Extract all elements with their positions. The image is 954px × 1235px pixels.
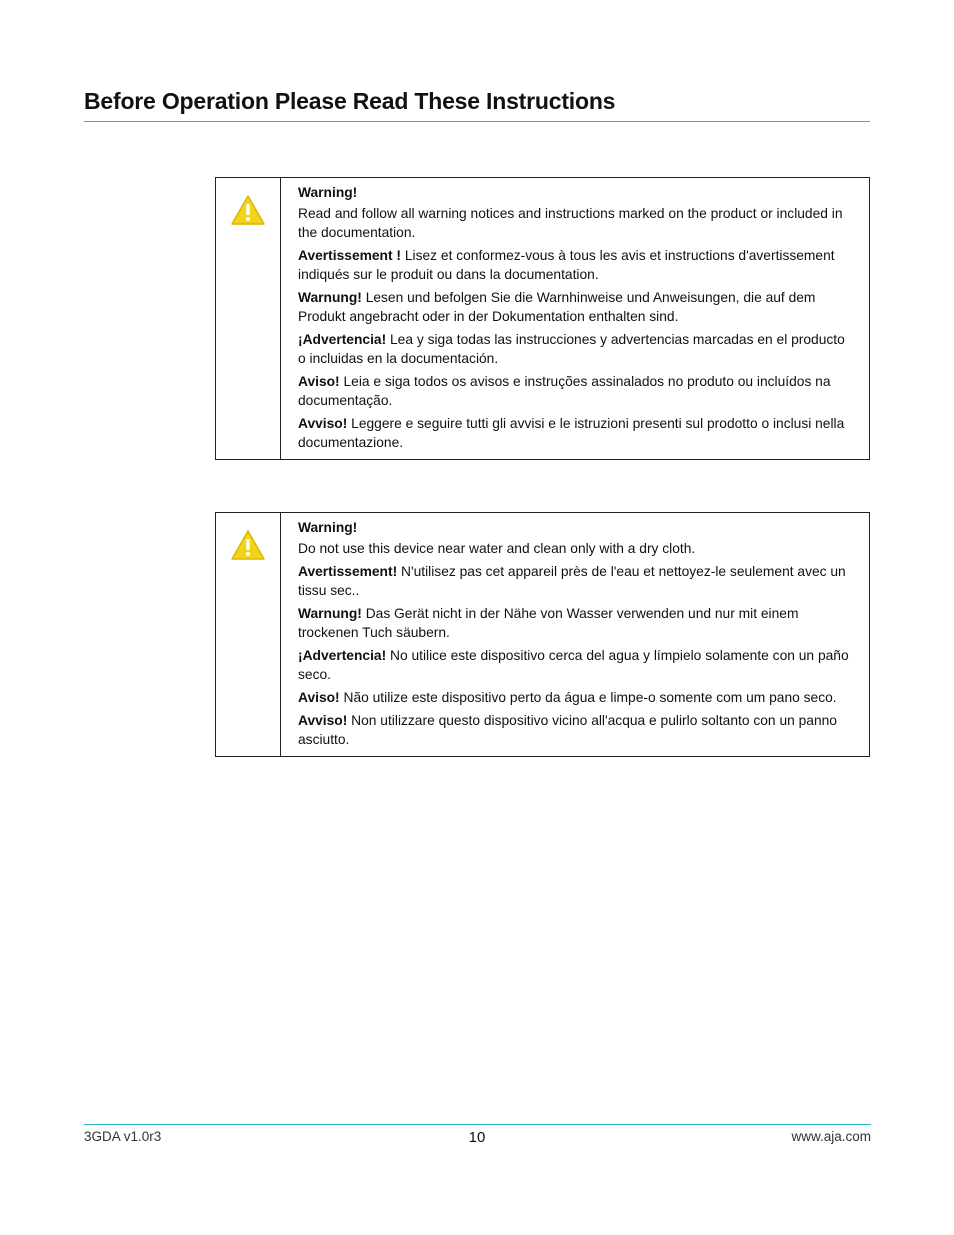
warning-box-1 xyxy=(215,177,870,460)
warning-heading: Warning! xyxy=(298,520,358,535)
warning-translation-es: ¡Advertencia! Lea y siga todas las instrucciones y advertencias marcadas en el producto o incluidas en la documentación. xyxy=(298,332,845,366)
footer-website-link[interactable]: www.aja.com xyxy=(791,1129,871,1144)
warning-triangle-icon xyxy=(230,529,266,561)
warning-icon-cell xyxy=(216,178,281,459)
footer-doc-version: 3GDA v1.0r3 xyxy=(84,1129,162,1144)
footer-page-number: 10 xyxy=(468,1129,486,1146)
warning-translation-it: Avviso! Leggere e seguire tutti gli avvisi e le istruzioni presenti sul prodotto o inclusi nella documentazione. xyxy=(298,416,845,450)
warning-icon-cell xyxy=(216,513,281,756)
warning-translation-pt: Aviso! Não utilize este dispositivo perto da água e limpe-o somente com um pano seco. xyxy=(298,690,837,705)
warning-translation-it: Avviso! Non utilizzare questo dispositivo vicino all'acqua e pulirlo soltanto con un panno asciutto. xyxy=(298,713,837,747)
warning-translation-de: Warnung! Das Gerät nicht in der Nähe von Wasser verwenden und nur mit einem trockenen Tuch säubern. xyxy=(298,606,799,640)
warning-text xyxy=(281,513,869,756)
title-divider xyxy=(84,121,870,122)
warning-translation-es: ¡Advertencia! No utilice este dispositivo cerca del agua y límpielo solamente con un paño seco. xyxy=(298,648,849,682)
warning-intro: Read and follow all warning notices and instructions marked on the product or included in the documentation. xyxy=(298,206,843,240)
warning-box-2 xyxy=(215,512,870,757)
warning-triangle-icon xyxy=(230,194,266,226)
warning-translation-fr: Avertissement! N'utilisez pas cet appareil près de l'eau et nettoyez-le seulement avec un tissu sec.. xyxy=(298,564,846,598)
warning-intro: Do not use this device near water and clean only with a dry cloth. xyxy=(298,541,696,556)
page-title: Before Operation Please Read These Instructions xyxy=(84,88,616,114)
warning-translation-de: Warnung! Lesen und befolgen Sie die Warnhinweise und Anweisungen, die auf dem Produkt angebracht oder in der Dokumentation enthalten sind. xyxy=(298,290,816,324)
warning-translation-pt: Aviso! Leia e siga todos os avisos e instruções assinalados no produto ou incluídos na documentação. xyxy=(298,374,831,408)
warning-heading: Warning! xyxy=(298,185,358,200)
warning-text xyxy=(281,178,869,459)
footer-divider xyxy=(84,1124,871,1125)
warning-translation-fr: Avertissement ! Lisez et conformez-vous à tous les avis et instructions d'avertissement indiqués sur le produit ou dans la documentation. xyxy=(298,248,835,282)
